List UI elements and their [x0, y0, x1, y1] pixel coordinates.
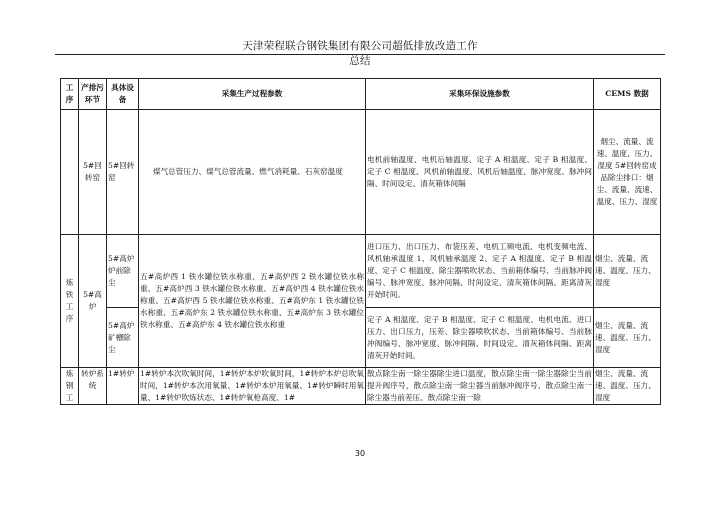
col-header-cems: CEMS 数据 [594, 79, 661, 110]
cell-link: 5#回转窑 [79, 110, 107, 235]
cell-env-params: 进口压力、出口压力、布袋压差、电机工频电流、电机变频电流、风机轴承温度 1、风机轴承温度 2、定子 A 相温度、定子 B 相温度、定子 C 相温度、除尘器喷吹状态、当前箱体编号、当前脉冲阀编号、脉冲宽度、脉冲间隔、时间设定、清灰箱体间隔、距离清灰开始时间。 [366, 235, 594, 308]
data-collection-table [60, 78, 661, 405]
col-header-env-params: 采集环保设施参数 [366, 79, 594, 110]
cell-production-params: 五#高炉西 1 铁水罐位铁水称重、五#高炉西 2 铁水罐位铁水称重、五#高炉西 3 铁水罐位铁水称重、五#高炉西 4 铁水罐位铁水称重、五#高炉西 5 铁水罐位铁水称重、五#高炉东 1 铁水罐位铁水称重、五#高炉东 2 铁水罐位铁水称重、五#高炉东 3 铁水罐位铁水称重、五#高炉东 4 铁水罐位铁水称重 [139, 235, 366, 368]
cell-equipment: 5#高炉炉前除尘 [107, 235, 139, 308]
cell-link: 转炉系统 [79, 368, 107, 405]
cell-process [61, 110, 79, 235]
cell-process: 炼钢工 [61, 368, 79, 405]
col-header-process: 工序 [61, 79, 79, 110]
cell-cems: 烟尘、流量、流速、温度、压力、湿度 [594, 235, 661, 308]
col-header-equipment: 具体设备 [107, 79, 139, 110]
cell-production-params: 1#转炉本次吹氧时间，1#转炉本炉吹氧时间，1#转炉本炉总吹氧时间，1#转炉本次用氧量、1#转炉本炉用氧量、1#转炉瞬时用氧量、1#转炉吹炼状态、1#转炉氧枪高度、1# [139, 368, 366, 405]
col-header-production-params: 采集生产过程参数 [139, 79, 366, 110]
cell-cems: 烟尘、流量、流速、温度、压力、湿度 [594, 368, 661, 405]
table-row [61, 235, 661, 308]
cell-env-params: 散点除尘南一除尘器除尘进口温度，散点除尘南一除尘器除尘当前提升阀序号，散点除尘南一除尘器当前脉冲阀序号、散点除尘南一除尘器当前差压、散点除尘南一除 [366, 368, 594, 405]
cell-cems: 烟尘、流量、流速、温度、压力、湿度 5#回转窑成品除尘排口：烟尘、流量、流速、温度、压力、湿度 [594, 110, 661, 235]
page-number: 30 [354, 449, 366, 458]
table-row [61, 110, 661, 235]
cell-production-params: 煤气总管压力、煤气总管流量、燃气消耗量、石灰窑温度 [139, 110, 366, 235]
page-header-title: 天津荣程联合钢铁集团有限公司超低排放改造工作总结 [242, 40, 478, 67]
cell-link: 5#高炉 [79, 235, 107, 368]
cell-env-params: 定子 A 相温度、定子 B 相温度、定子 C 相温度、电机电流、进口压力、出口压力，压差、除尘器喷吹状态、当前箱体编号、当前脉冲阀编号、脉冲宽度、脉冲间隔、时间设定、清灰箱体间隔、距离清灰开始时间。 [366, 308, 594, 368]
cell-equipment: 1#转炉 [107, 368, 139, 405]
col-header-link: 产排污环节 [79, 79, 107, 110]
header-rule [55, 54, 665, 55]
cell-equipment: 5#高炉矿槽除尘 [107, 308, 139, 368]
cell-equipment: 5#回转窑 [107, 110, 139, 235]
cell-env-params: 电机前轴温度、电机后轴温度、定子 A 相温度、定子 B 相温度、定子 C 相温度、风机前轴温度、风机后轴温度、脉冲宽度、脉冲间隔、时间设定、清灰箱体间隔 [366, 110, 594, 235]
cell-process: 炼铁工序 [61, 235, 79, 368]
table-row [61, 368, 661, 405]
cell-cems: 烟尘、流量、流速、温度、压力、湿度 [594, 308, 661, 368]
table-header-row [61, 79, 661, 110]
